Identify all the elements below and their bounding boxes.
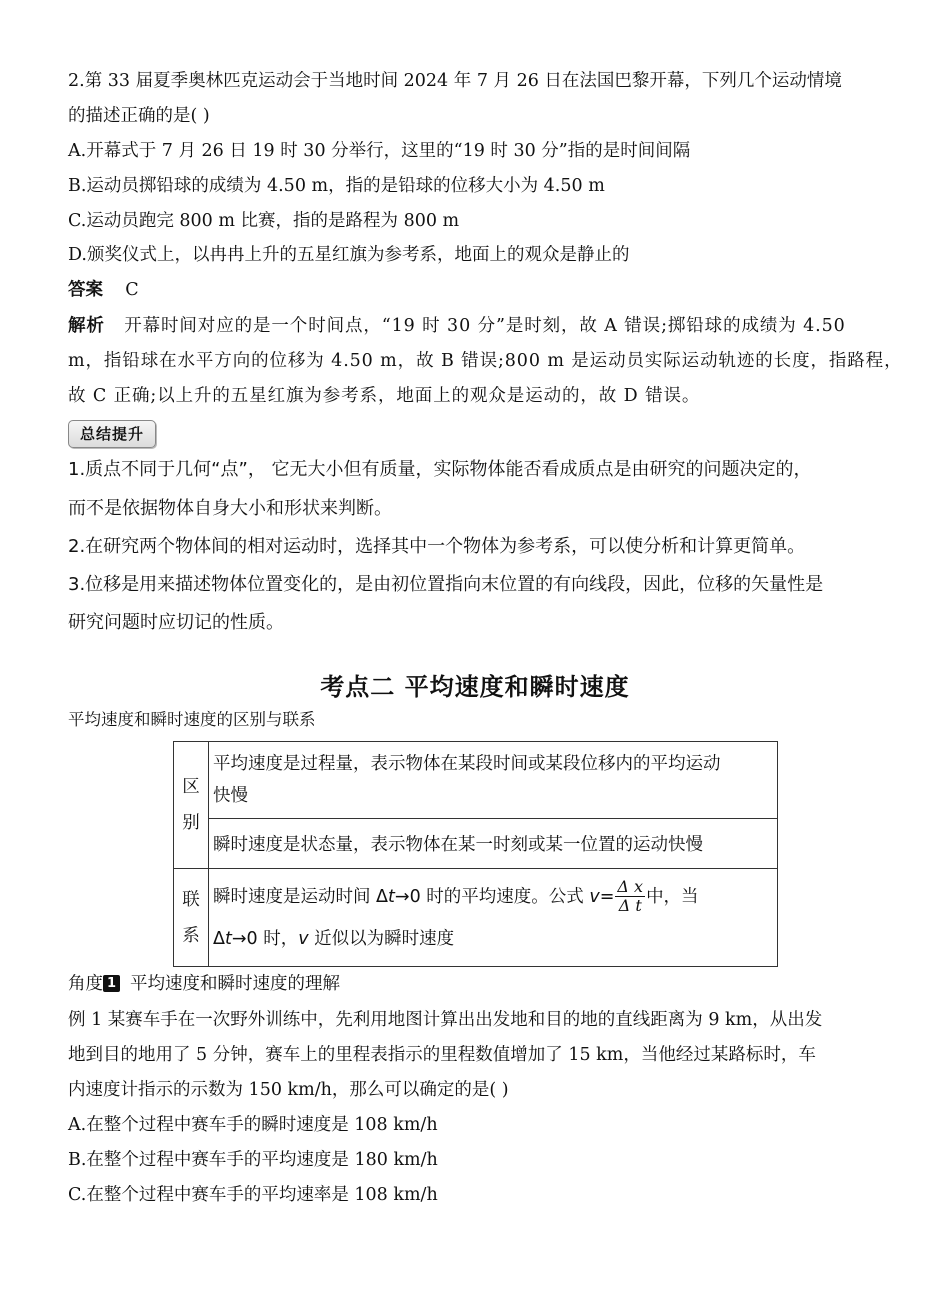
summary-badge: 总结提升 [68,420,156,448]
analysis-line-1 [68,314,846,338]
summary-line-1: 1.质点不同于几何“点”， 它无大小但有质量，实际物体能否看成质点是由研究的问题决定的， [68,459,812,480]
answer-label: 答案 [68,280,103,300]
comparison-table [173,741,778,967]
table-row-average [174,742,778,819]
fraction-numerator: Δ x [617,877,644,896]
analysis-label: 解析 [68,316,105,336]
example-1-line-2: 地到目的地用了 5 分钟，赛车上的里程表指示的里程数值增加了 15 km，当他经过某路标时，车 [68,1045,816,1065]
relation2-var-v: v [298,928,309,949]
angle-number-badge: 1 [103,975,120,992]
relation2-text-c: 近似以为瞬时速度 [308,928,455,949]
relation-equals: = [599,886,615,907]
relation2-var-t: t [224,928,232,949]
example-1-line-3: 内速度计指示的示数为 150 km/h，那么可以确定的是( ) [68,1080,509,1100]
average-speed-line-1: 平均速度是过程量，表示物体在某段时间或某段位移内的平均运动 [213,754,721,774]
relation2-text-a: Δ [213,928,225,949]
option-d: D.颁奖仪式上，以冉冉上升的五星红旗为参考系，地面上的观众是静止的 [68,245,630,265]
option-c: C.运动员跑完 800 m 比赛，指的是路程为 800 m [68,211,460,231]
question-2-stem-line-2: 的描述正确的是( ) [68,106,210,126]
answer-line [68,278,139,302]
summary-line-4: 3.位移是用来描述物体位置变化的，是由初位置指向末位置的有向线段，因此，位移的矢量性是 [68,574,824,595]
analysis-line-2: m，指铅球在水平方向的位移为 4.50 m，故 B 错误;800 m 是运动员实际运动轨迹的长度，指路程， [68,351,903,371]
option-b: B.运动员掷铅球的成绩为 4.50 m，指的是铅球的位移大小为 4.50 m [68,176,605,196]
table-row-instant [174,819,778,869]
relation-cell [209,869,778,967]
table-row-relation [174,869,778,967]
summary-line-5: 研究问题时应切记的性质。 [68,612,284,633]
difference-header [174,742,209,869]
relation-text-b: →0 时的平均速度。公式 [394,886,590,907]
relation-header [174,869,209,967]
relation-text-c: 中，当 [646,886,699,907]
summary-line-2: 而不是依据物体自身大小和形状来判断。 [68,498,392,519]
option-a: A.开幕式于 7 月 26 日 19 时 30 分举行，这里的“19 时 30 分”指的是时间间隔 [68,141,691,161]
example-1-option-a: A.在整个过程中赛车手的瞬时速度是 108 km/h [68,1115,438,1135]
relation-header-char-1: 联 [182,889,200,910]
angle-title: 平均速度和瞬时速度的理解 [130,974,340,994]
average-speed-cell [209,742,778,819]
example-1-option-b: B.在整个过程中赛车手的平均速度是 180 km/h [68,1150,438,1170]
relation2-text-b: →0 时， [231,928,299,949]
analysis-text-1: 开幕时间对应的是一个时间点，“19 时 30 分”是时刻，故 A 错误;掷铅球的成绩为 4.50 [124,316,846,336]
angle-heading [68,972,340,996]
relation-text-a: 瞬时速度是运动时间 Δ [213,886,389,907]
section-title: 考点二 平均速度和瞬时速度 [320,673,630,701]
angle-prefix: 角度 [68,974,103,994]
section-subtitle: 平均速度和瞬时速度的区别与联系 [68,710,316,729]
relation-line-1 [213,876,773,918]
difference-header-char-2: 别 [182,813,200,833]
answer-value: C [125,280,139,300]
average-speed-line-2: 快慢 [213,786,248,806]
difference-header-char-1: 区 [182,777,200,797]
velocity-fraction [615,878,645,915]
relation-line-2 [213,918,773,960]
example-1-line-1: 例 1 某赛车手在一次野外训练中，先利用地图计算出出发地和目的地的直线距离为 9 km，从出发 [68,1010,823,1030]
example-1-option-c: C.在整个过程中赛车手的平均速率是 108 km/h [68,1185,438,1205]
relation-header-char-2: 系 [182,925,200,946]
analysis-line-3: 故 C 正确;以上升的五星红旗为参考系，地面上的观众是运动的，故 D 错误。 [68,386,701,406]
question-2-stem-line-1: 2.第 33 届夏季奥林匹克运动会于当地时间 2024 年 7 月 26 日在法国巴黎开幕，下列几个运动情境 [68,71,842,91]
instant-speed-cell: 瞬时速度是状态量，表示物体在某一时刻或某一位置的运动快慢 [209,819,778,869]
relation-var-v: v [589,886,600,907]
fraction-denominator: Δ t [618,896,642,915]
relation-var-t: t [388,886,395,907]
summary-line-3: 2.在研究两个物体间的相对运动时，选择其中一个物体为参考系，可以使分析和计算更简单。 [68,536,806,557]
